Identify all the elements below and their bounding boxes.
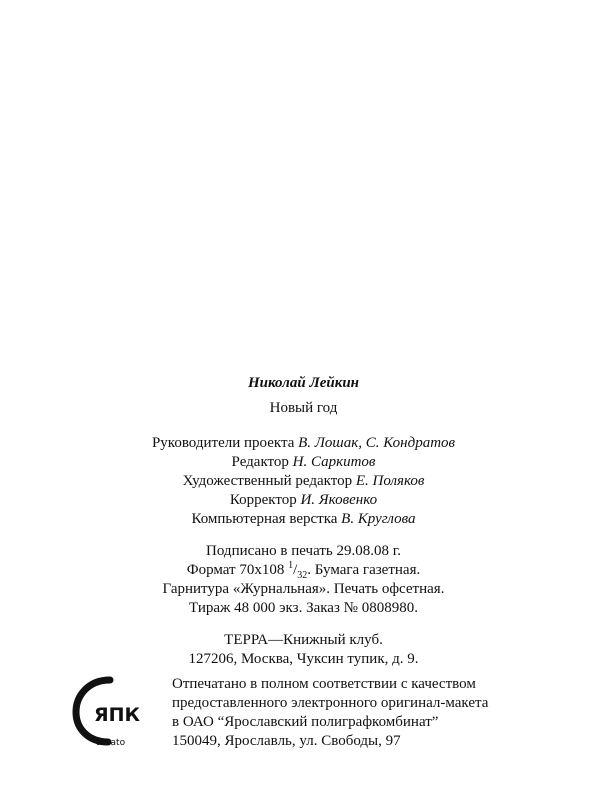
printer-logo <box>70 672 150 752</box>
printer-line-4: 150049, Ярославль, ул. Свободы, 97 <box>172 733 401 749</box>
typeface-line: Гарнитура «Журнальная». Печать офсетная. <box>162 581 445 597</box>
signed-to-print: Подписано в печать 29.08.08 г. <box>206 543 401 559</box>
credit-line-art-editor: Художественный редактор Е. Поляков <box>182 473 425 489</box>
publisher-name: ТЕРРА—Книжный клуб. <box>224 632 383 648</box>
credit-line-proofreader: Корректор И. Яковенко <box>229 492 378 508</box>
author-name: Николай Лейкин <box>247 375 360 391</box>
publisher-address: 127206, Москва, Чуксин тупик, д. 9. <box>188 651 419 667</box>
credit-line-project-managers: Руководители проекта В. Лошак, С. Кондратов <box>151 435 456 451</box>
book-title: Новый год <box>269 400 338 416</box>
printer-line-1: Отпечатано в полном соответствии с качеством <box>172 676 476 692</box>
circulation-line: Тираж 48 000 экз. Заказ № 0808980. <box>189 600 418 616</box>
printer-line-3: в ОАО “Ярославский полиграфкомбинат” <box>172 714 439 730</box>
format-line: Формат 70x108 $^1/_{32}$. Бумага газетная. <box>186 560 421 581</box>
printer-line-2: предоставленного электронного оригинал-макета <box>172 695 489 711</box>
logo-main-text: ЯПК <box>94 704 141 726</box>
credit-line-editor: Редактор Н. Саркитов <box>231 454 376 470</box>
credit-line-layout: Компьютерная верстка В. Круглова <box>191 511 416 527</box>
logo-sub-text: arvato <box>96 738 126 748</box>
